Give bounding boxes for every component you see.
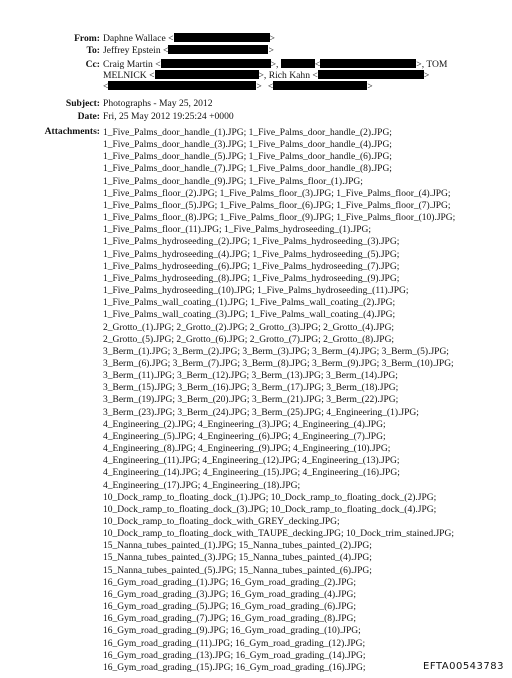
cc-text: < — [314, 59, 321, 70]
redaction-block — [108, 81, 256, 90]
attachment-line: 3_Berm_(11).JPG; 3_Berm_(12).JPG; 3_Berm_(13).JPG; 3_Berm_(14).JPG; — [103, 371, 398, 382]
attachment-line: 15_Nanna_tubes_painted_(1).JPG; 15_Nanna_tubes_painted_(2).JPG; — [103, 541, 372, 552]
attachment-line: 16_Gym_road_grading_(3).JPG; 16_Gym_road_grading_(4).JPG; — [103, 589, 357, 600]
from-value — [103, 33, 275, 44]
from-close: > — [269, 33, 275, 44]
date-value: Fri, 25 May 2012 19:25:24 +0000 — [103, 111, 234, 122]
attachment-line: 16_Gym_road_grading_(15).JPG; 16_Gym_road_grading_(16).JPG; — [103, 662, 366, 673]
attachment-line: 1_Five_Palms_floor_(8).JPG; 1_Five_Palms_floor_(9).JPG; 1_Five_Palms_floor_(10).JPG; — [103, 213, 456, 224]
cc-text: Craig Martin < — [103, 59, 161, 70]
cc-text: MELNICK < — [103, 70, 155, 81]
redaction-block — [161, 59, 271, 68]
attachment-line: 1_Five_Palms_hydroseeding_(2).JPG; 1_Five_Palms_hydroseeding_(3).JPG; — [103, 237, 400, 248]
attachment-line: 16_Gym_road_grading_(13).JPG; 16_Gym_road_grading_(14).JPG; — [103, 650, 366, 661]
attachment-line: 1_Five_Palms_hydroseeding_(6).JPG; 1_Five_Palms_hydroseeding_(7).JPG; — [103, 261, 400, 272]
cc-text: < — [267, 81, 274, 92]
attachment-line: 2_Grotto_(1).JPG; 2_Grotto_(2).JPG; 2_Grotto_(3).JPG; 2_Grotto_(4).JPG; — [103, 322, 395, 333]
attachment-line: 10_Dock_ramp_to_floating_dock_with_GREY_decking.JPG; — [103, 517, 340, 527]
attachment-line: 10_Dock_ramp_to_floating_dock_with_TAUPE_decking.JPG; 10_Dock_trim_stained.JPG; — [103, 529, 454, 540]
attachment-line: 1_Five_Palms_hydroseeding_(8).JPG; 1_Five_Palms_hydroseeding_(9).JPG; — [103, 273, 400, 284]
attachment-line: 10_Dock_ramp_to_floating_dock_(3).JPG; 10_Dock_ramp_to_floating_dock_(4).JPG; — [103, 504, 437, 515]
date-label: Date: — [77, 111, 100, 122]
subject-value: Photographs - May 25, 2012 — [103, 98, 213, 109]
from-label: From: — [74, 33, 100, 44]
attachment-line: 1_Five_Palms_hydroseeding_(4).JPG; 1_Five_Palms_hydroseeding_(5).JPG; — [103, 249, 400, 260]
attachments-label: Attachments: — [44, 126, 100, 137]
attachment-line: 16_Gym_road_grading_(1).JPG; 16_Gym_road_grading_(2).JPG; — [103, 577, 357, 588]
cc-text: >, TOM — [416, 59, 448, 70]
cc-label: Cc: — [85, 59, 100, 70]
attachment-line: 1_Five_Palms_wall_coating_(1).JPG; 1_Five_Palms_wall_coating_(2).JPG; — [103, 298, 396, 309]
attachment-line: 3_Berm_(6).JPG; 3_Berm_(7).JPG; 3_Berm_(8).JPG; 3_Berm_(9).JPG; 3_Berm_(10).JPG; — [103, 358, 454, 369]
redaction-block — [174, 33, 270, 42]
redaction-block — [320, 59, 416, 68]
attachment-line: 3_Berm_(23).JPG; 3_Berm_(24).JPG; 3_Berm_(25).JPG; 4_Engineering_(1).JPG; — [103, 407, 419, 418]
attachment-line: 2_Grotto_(5).JPG; 2_Grotto_(6).JPG; 2_Grotto_(7).JPG; 2_Grotto_(8).JPG; — [103, 334, 395, 345]
attachment-line: 4_Engineering_(11).JPG; 4_Engineering_(12).JPG; 4_Engineering_(13).JPG; — [103, 456, 400, 467]
document-id: EFTA00543783 — [423, 661, 504, 672]
attachment-line: 1_Five_Palms_floor_(2).JPG; 1_Five_Palms_floor_(3).JPG; 1_Five_Palms_floor_(4).JPG; — [103, 188, 451, 199]
redaction-block — [281, 59, 315, 68]
attachment-line: 1_Five_Palms_door_handle_(9).JPG; 1_Five_Palms_floor_(1).JPG; — [103, 176, 363, 187]
attachment-line: 3_Berm_(15).JPG; 3_Berm_(16).JPG; 3_Berm_(17).JPG; 3_Berm_(18).JPG; — [103, 383, 399, 394]
to-label: To: — [86, 45, 100, 56]
attachment-line: 4_Engineering_(2).JPG; 4_Engineering_(3).JPG; 4_Engineering_(4).JPG; — [103, 419, 386, 430]
redaction-block — [273, 81, 367, 90]
attachment-line: 16_Gym_road_grading_(11).JPG; 16_Gym_road_grading_(12).JPG; — [103, 638, 366, 649]
to-close: > — [268, 45, 274, 56]
cc-line-2 — [103, 70, 429, 81]
attachment-line: 3_Berm_(19).JPG; 3_Berm_(20).JPG; 3_Berm_(21).JPG; 3_Berm_(22).JPG; — [103, 395, 399, 406]
attachment-line: 16_Gym_road_grading_(5).JPG; 16_Gym_road_grading_(6).JPG; — [103, 602, 357, 613]
attachment-line: 1_Five_Palms_door_handle_(7).JPG; 1_Five_Palms_door_handle_(8).JPG; — [103, 164, 392, 175]
attachment-line: 1_Five_Palms_floor_(5).JPG; 1_Five_Palms_floor_(6).JPG; 1_Five_Palms_floor_(7).JPG; — [103, 200, 451, 211]
attachment-line: 15_Nanna_tubes_painted_(3).JPG; 15_Nanna_tubes_painted_(4).JPG; — [103, 553, 372, 564]
attachment-line: 1_Five_Palms_wall_coating_(3).JPG; 1_Five_Palms_wall_coating_(4).JPG; — [103, 310, 396, 321]
attachment-line: 4_Engineering_(8).JPG; 4_Engineering_(9).JPG; 4_Engineering_(10).JPG; — [103, 444, 391, 455]
cc-line-1 — [103, 59, 447, 70]
attachment-line: 4_Engineering_(14).JPG; 4_Engineering_(15).JPG; 4_Engineering_(16).JPG; — [103, 468, 400, 479]
attachment-line: 1_Five_Palms_door_handle_(5).JPG; 1_Five_Palms_door_handle_(6).JPG; — [103, 152, 392, 163]
cc-text: > — [256, 81, 262, 92]
cc-text: < — [103, 81, 109, 92]
attachment-line: 1_Five_Palms_floor_(11).JPG; 1_Five_Palms_hydroseeding_(1).JPG; — [103, 225, 372, 236]
attachment-line: 1_Five_Palms_hydroseeding_(10).JPG; 1_Five_Palms_hydroseeding_(11).JPG; — [103, 286, 409, 297]
to-name: Jeffrey Epstein < — [103, 45, 169, 56]
cc-text: >, Rich Kahn < — [258, 70, 318, 81]
subject-label: Subject: — [65, 98, 100, 109]
attachment-line: 1_Five_Palms_door_handle_(1).JPG; 1_Five_Palms_door_handle_(2).JPG; — [103, 128, 392, 138]
to-value — [103, 45, 274, 56]
redaction-block — [155, 70, 259, 79]
redaction-block — [168, 45, 268, 54]
attachment-line: 1_Five_Palms_door_handle_(3).JPG; 1_Five_Palms_door_handle_(4).JPG; — [103, 140, 392, 151]
attachment-line: 3_Berm_(1).JPG; 3_Berm_(2).JPG; 3_Berm_(3).JPG; 3_Berm_(4).JPG; 3_Berm_(5).JPG; — [103, 346, 449, 357]
attachment-line: 4_Engineering_(5).JPG; 4_Engineering_(6).JPG; 4_Engineering_(7).JPG; — [103, 431, 386, 442]
cc-text: >, — [270, 59, 281, 70]
attachment-line: 15_Nanna_tubes_painted_(5).JPG; 15_Nanna_tubes_painted_(6).JPG; — [103, 565, 372, 576]
attachment-line: 4_Engineering_(17).JPG; 4_Engineering_(18).JPG; — [103, 480, 301, 491]
attachment-line: 16_Gym_road_grading_(7).JPG; 16_Gym_road_grading_(8).JPG; — [103, 614, 357, 625]
attachment-line: 16_Gym_road_grading_(9).JPG; 16_Gym_road_grading_(10).JPG; — [103, 626, 361, 637]
cc-line-3 — [103, 81, 373, 92]
from-name: Daphne Wallace < — [103, 33, 174, 44]
attachments-list — [103, 127, 503, 674]
cc-text: > — [423, 70, 430, 81]
attachment-line: 10_Dock_ramp_to_floating_dock_(1).JPG; 10_Dock_ramp_to_floating_dock_(2).JPG; — [103, 492, 437, 503]
redaction-block — [318, 70, 424, 79]
cc-text: > — [367, 81, 373, 92]
